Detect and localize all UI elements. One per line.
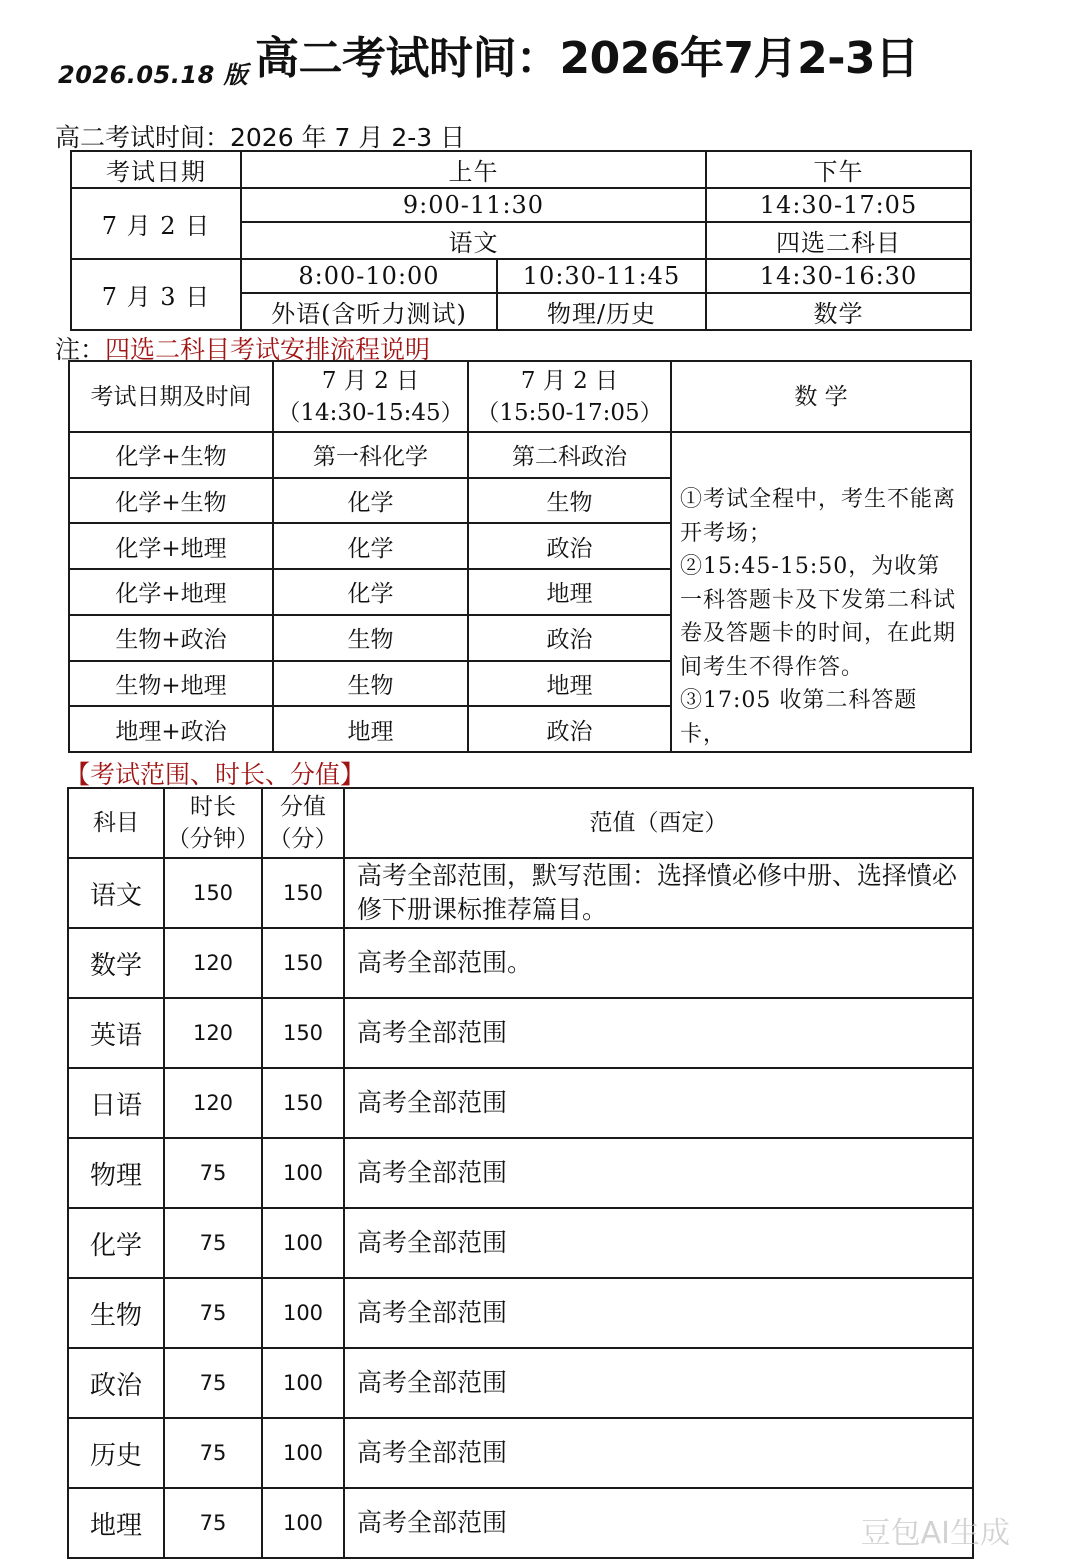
elective-first: 第一科化学 — [273, 432, 468, 478]
range-header-subject: 科目 — [68, 788, 164, 858]
range-scope: 高考全部范围。 — [344, 928, 973, 998]
elective-first: 地理 — [273, 706, 468, 752]
range-subject: 语文 — [68, 858, 164, 928]
elective-second: 生物 — [468, 478, 671, 524]
range-subject: 数学 — [68, 928, 164, 998]
elective-header-first-date: 7 月 2 日 — [321, 367, 420, 394]
range-header-duration-unit: （分钟） — [167, 826, 259, 852]
note-prefix: 注： — [55, 335, 106, 364]
range-duration: 75 — [164, 1208, 262, 1278]
range-header-score-label: 分值 — [280, 794, 326, 820]
elective-second: 政治 — [468, 615, 671, 661]
schedule-day1-morning-time: 9:00-11:30 — [241, 188, 706, 222]
elective-first: 化学 — [273, 478, 468, 524]
elective-header-first-time: （14:30-15:45） — [277, 399, 464, 426]
schedule-header-afternoon: 下午 — [706, 151, 971, 188]
table-row — [68, 1418, 973, 1488]
elective-first: 化学 — [273, 523, 468, 569]
table-row — [68, 1138, 973, 1208]
range-header-duration — [164, 788, 262, 858]
range-duration: 75 — [164, 1278, 262, 1348]
range-score: 100 — [262, 1418, 344, 1488]
range-duration: 75 — [164, 1348, 262, 1418]
range-scope: 高考全部范围 — [344, 1138, 973, 1208]
version-label: 2026.05.18 版 — [58, 61, 249, 89]
elective-first: 化学 — [273, 569, 468, 615]
table-row — [68, 858, 973, 928]
range-duration: 120 — [164, 928, 262, 998]
range-scope: 高考全部范围 — [344, 998, 973, 1068]
watermark: 豆包AI生成 — [860, 1516, 1010, 1551]
schedule-day2-morning-time-2: 10:30-11:45 — [497, 259, 706, 293]
range-header-duration-label: 时长 — [190, 794, 236, 820]
range-duration: 75 — [164, 1138, 262, 1208]
schedule-header-morning: 上午 — [241, 151, 706, 188]
range-score: 150 — [262, 928, 344, 998]
table-row — [68, 1348, 973, 1418]
elective-notes — [671, 432, 971, 752]
range-subject: 历史 — [68, 1418, 164, 1488]
range-duration: 75 — [164, 1418, 262, 1488]
elective-header-second — [468, 361, 671, 432]
range-scope: 高考全部范围 — [344, 1488, 973, 1558]
table-row — [68, 1488, 973, 1558]
range-score: 100 — [262, 1278, 344, 1348]
elective-header-math: 数 学 — [671, 361, 971, 432]
elective-first: 生物 — [273, 661, 468, 707]
range-scope: 高考全部范围 — [344, 1068, 973, 1138]
range-scope: 高考全部范围，默写范围：选择憤必修中册、选择憤必修下册课标推荐篇目。 — [344, 858, 973, 928]
elective-combo: 生物+政治 — [69, 615, 273, 661]
elective-combo: 化学+地理 — [69, 569, 273, 615]
schedule-day2-date: 7 月 3 日 — [71, 259, 241, 330]
range-table — [67, 787, 974, 1559]
page-title: 高二考试时间：2026年7月2-3日 — [255, 33, 919, 84]
range-duration: 150 — [164, 858, 262, 928]
elective-second: 地理 — [468, 661, 671, 707]
range-subject: 政治 — [68, 1348, 164, 1418]
elective-second: 政治 — [468, 706, 671, 752]
elective-first: 生物 — [273, 615, 468, 661]
range-score: 100 — [262, 1488, 344, 1558]
range-subject: 化学 — [68, 1208, 164, 1278]
table-row — [68, 1278, 973, 1348]
table-row — [68, 928, 973, 998]
range-section-title: 【考试范围、时长、分值】 — [65, 760, 366, 789]
elective-note-2: ②15:45-15:50，为收第一科答题卡及下发第二科试卷及答题卡的时间，在此期间考生不得作答。 — [680, 554, 957, 680]
range-header-range: 范值（酉定） — [344, 788, 973, 858]
range-subject: 地理 — [68, 1488, 164, 1558]
range-duration: 120 — [164, 998, 262, 1068]
range-score: 100 — [262, 1138, 344, 1208]
range-score: 100 — [262, 1208, 344, 1278]
elective-table — [68, 360, 972, 753]
range-duration: 120 — [164, 1068, 262, 1138]
table-row — [68, 1068, 973, 1138]
schedule-day1-morning-subject: 语文 — [241, 222, 706, 259]
range-subject: 英语 — [68, 998, 164, 1068]
schedule-day1-afternoon-time: 14:30-17:05 — [706, 188, 971, 222]
range-score: 150 — [262, 1068, 344, 1138]
elective-second: 地理 — [468, 569, 671, 615]
table-row — [68, 1208, 973, 1278]
range-score: 150 — [262, 858, 344, 928]
elective-combo: 化学+生物 — [69, 478, 273, 524]
range-subject: 生物 — [68, 1278, 164, 1348]
schedule-table — [70, 150, 972, 331]
sub-title: 高二考试时间：2026 年 7 月 2-3 日 — [55, 123, 466, 152]
elective-combo: 化学+地理 — [69, 523, 273, 569]
range-subject: 物理 — [68, 1138, 164, 1208]
elective-header-second-date: 7 月 2 日 — [520, 367, 619, 394]
schedule-header-date: 考试日期 — [71, 151, 241, 188]
schedule-day2-morning-subject-2: 物理/历史 — [497, 293, 706, 330]
elective-combo: 地理+政治 — [69, 706, 273, 752]
elective-combo: 化学+生物 — [69, 432, 273, 478]
schedule-day2-morning-time-1: 8:00-10:00 — [241, 259, 497, 293]
range-duration: 75 — [164, 1488, 262, 1558]
schedule-day2-morning-subject-1: 外语(含听力测试) — [241, 293, 497, 330]
schedule-day2-afternoon-time: 14:30-16:30 — [706, 259, 971, 293]
elective-header-label: 考试日期及时间 — [69, 361, 273, 432]
range-header-score — [262, 788, 344, 858]
range-scope: 高考全部范围 — [344, 1348, 973, 1418]
range-scope: 高考全部范围 — [344, 1208, 973, 1278]
range-header-score-unit: （分） — [268, 826, 338, 852]
range-score: 150 — [262, 998, 344, 1068]
note-title: 四选二科目考试安排流程说明 — [105, 335, 431, 364]
range-scope: 高考全部范围 — [344, 1278, 973, 1348]
schedule-day2-afternoon-subject: 数学 — [706, 293, 971, 330]
range-score: 100 — [262, 1348, 344, 1418]
range-scope: 高考全部范围 — [344, 1418, 973, 1488]
range-subject: 日语 — [68, 1068, 164, 1138]
elective-second: 政治 — [468, 523, 671, 569]
elective-header-first — [273, 361, 468, 432]
elective-header-second-time: （15:50-17:05） — [476, 399, 663, 426]
schedule-day1-date: 7 月 2 日 — [71, 188, 241, 259]
elective-note-3: ③17:05 收第二科答题卡， — [680, 688, 918, 747]
elective-combo: 生物+地理 — [69, 661, 273, 707]
schedule-day1-afternoon-subject: 四选二科目 — [706, 222, 971, 259]
elective-second: 第二科政治 — [468, 432, 671, 478]
table-row — [68, 998, 973, 1068]
elective-note-1: ①考试全程中，考生不能离开考场； — [680, 487, 957, 546]
